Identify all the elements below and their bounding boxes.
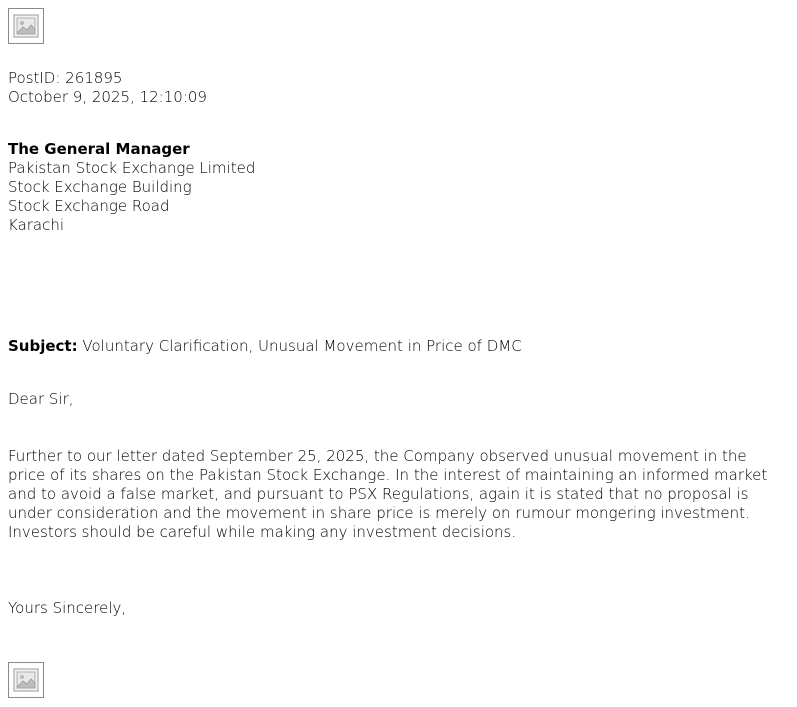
recipient-line-4: Karachi	[8, 216, 65, 234]
post-timestamp: October 9, 2025, 12:10:09	[8, 88, 207, 106]
letter-body: Further to our letter dated September 25, 2025, the Company observed unusual movement in the price of its shares on the Pakistan Stock Exchange. In the interest of maintaining an informed market and to avoid a false market, and pursuant to PSX Regulations, again it is stated that no proposal is under consideration and the movement in share price is merely on rumour mongering investment. Investors should be careful while making any investment decisions.	[8, 447, 768, 541]
broken-image-icon	[13, 668, 39, 692]
recipient-line-1: Pakistan Stock Exchange Limited	[8, 159, 256, 177]
salutation: Dear Sir,	[8, 390, 74, 408]
closing: Yours Sincerely,	[8, 599, 127, 617]
post-id: PostID: 261895	[8, 69, 123, 87]
letterhead-image	[8, 8, 44, 44]
subject-label: Subject:	[8, 337, 78, 355]
subject-text: Voluntary Clarification, Unusual Movement in Price of DMC	[77, 337, 522, 355]
broken-image-icon	[13, 14, 39, 38]
post-meta	[8, 69, 789, 107]
recipient-title: The General Manager	[8, 140, 190, 158]
subject-line	[8, 337, 789, 356]
recipient-line-2: Stock Exchange Building	[8, 178, 192, 196]
recipient-address	[8, 140, 789, 235]
recipient-line-3: Stock Exchange Road	[8, 197, 170, 215]
signature-image	[8, 662, 44, 698]
